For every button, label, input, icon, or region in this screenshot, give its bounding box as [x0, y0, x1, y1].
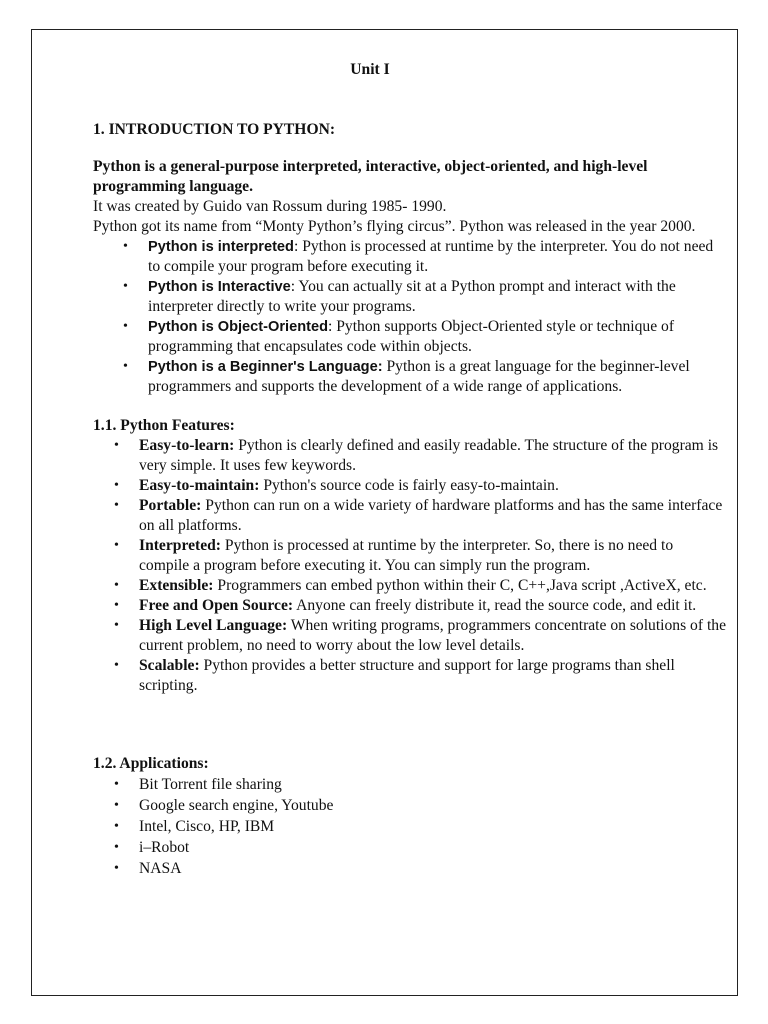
list-item [93, 237, 727, 277]
bullet-icon: • [114, 819, 119, 834]
list-item-term: Python is Interactive [148, 279, 291, 295]
list-item-text: Bit Torrent file sharing [139, 776, 282, 793]
bullet-icon: • [114, 598, 119, 613]
list-item-term: Python is Object-Oriented [148, 319, 329, 335]
list-item [93, 796, 727, 816]
bullet-icon: • [123, 319, 128, 334]
list-item-term: Interpreted: [139, 537, 221, 554]
list-item [93, 476, 727, 496]
list-item [93, 817, 727, 837]
list-item-text: Anyone can freely distribute it, read the source code, and edit it. [296, 597, 697, 614]
bullet-icon: • [114, 538, 119, 553]
list-item [93, 357, 727, 397]
bullet-icon: • [114, 658, 119, 673]
list-item [93, 838, 727, 858]
list-item-text: Python supports Object-Oriented style or technique of programming that encapsulates code within objects. [148, 318, 675, 355]
name-line: Python got its name from “Monty Python’s flying circus”. Python was released in the year 2000. [93, 218, 696, 235]
list-item-term: Easy-to-learn: [139, 437, 235, 454]
bullet-icon: • [114, 438, 119, 453]
list-item-text: Python is processed at runtime by the interpreter. You do not need to compile your program before executing it. [148, 238, 714, 275]
bullet-icon: • [114, 840, 119, 855]
list-item-text: Python provides a better structure and support for large programs than shell scripting. [139, 657, 675, 694]
section-heading-introduction: 1. INTRODUCTION TO PYTHON: [93, 121, 336, 138]
bullet-icon: • [123, 279, 128, 294]
list-item-text: NASA [139, 860, 182, 877]
list-item [93, 536, 727, 576]
list-item-text: Python is processed at runtime by the interpreter. So, there is no need to compile a program before executing it. You can simply run the program. [139, 537, 674, 574]
list-item [93, 775, 727, 795]
list-item-text: Programmers can embed python within their C, C++,Java script ,ActiveX, etc. [217, 577, 707, 594]
list-item [93, 436, 727, 476]
intro-list [93, 237, 727, 397]
list-item [93, 277, 727, 317]
list-item-text: Python is a great language for the beginner-level programmers and supports the development of a wide range of applications. [148, 358, 690, 395]
bullet-icon: • [114, 618, 119, 633]
bullet-icon: • [114, 578, 119, 593]
list-item-term: High Level Language: [139, 617, 288, 634]
list-item-text: Python's source code is fairly easy-to-maintain. [263, 477, 559, 494]
section-heading-applications: 1.2. Applications: [93, 755, 209, 772]
list-item-text: You can actually sit at a Python prompt and interact with the interpreter directly to write your programs. [148, 278, 676, 315]
list-item-term: Python is a Beginner's Language: [148, 359, 383, 375]
list-item-separator: : [328, 318, 337, 335]
list-item [93, 616, 727, 656]
list-item [93, 317, 727, 357]
bullet-icon: • [114, 798, 119, 813]
list-item-term: Portable: [139, 497, 202, 514]
list-item [93, 596, 727, 616]
section-heading-features: 1.1. Python Features: [93, 417, 235, 434]
list-item-separator: : [293, 238, 303, 255]
list-item-text: When writing programs, programmers concentrate on solutions of the current problem, no need to worry about the low level details. [139, 617, 726, 654]
list-item [93, 859, 727, 879]
list-item-separator: : [290, 278, 299, 295]
bullet-icon: • [114, 861, 119, 876]
list-item-text: Python can run on a wide variety of hardware platforms and has the same interface on all platforms. [139, 497, 723, 534]
list-item-term: Free and Open Source: [139, 597, 294, 614]
created-line: It was created by Guido van Rossum during 1985- 1990. [93, 198, 447, 215]
list-item-text: Intel, Cisco, HP, IBM [139, 818, 275, 835]
lead-paragraph: Python is a general-purpose interpreted, interactive, object-oriented, and high-level programming language. [93, 158, 648, 195]
features-list [93, 436, 727, 696]
list-item-term: Python is interpreted [148, 239, 294, 255]
list-item-text: Google search engine, Youtube [139, 797, 334, 814]
bullet-icon: • [114, 777, 119, 792]
bullet-icon: • [114, 498, 119, 513]
bullet-icon: • [114, 478, 119, 493]
list-item [93, 496, 727, 536]
applications-list [93, 775, 727, 879]
bullet-icon: • [123, 359, 128, 374]
list-item [93, 656, 727, 696]
unit-title: Unit I [350, 61, 390, 78]
list-item-term: Easy-to-maintain: [139, 477, 260, 494]
list-item-text: Python is clearly defined and easily readable. The structure of the program is very simple. It uses few keywords. [139, 437, 719, 474]
list-item-text: i–Robot [139, 839, 190, 856]
document-body [93, 60, 727, 879]
list-item-term: Scalable: [139, 657, 200, 674]
bullet-icon: • [123, 239, 128, 254]
list-item-term: Extensible: [139, 577, 214, 594]
list-item [93, 576, 727, 596]
